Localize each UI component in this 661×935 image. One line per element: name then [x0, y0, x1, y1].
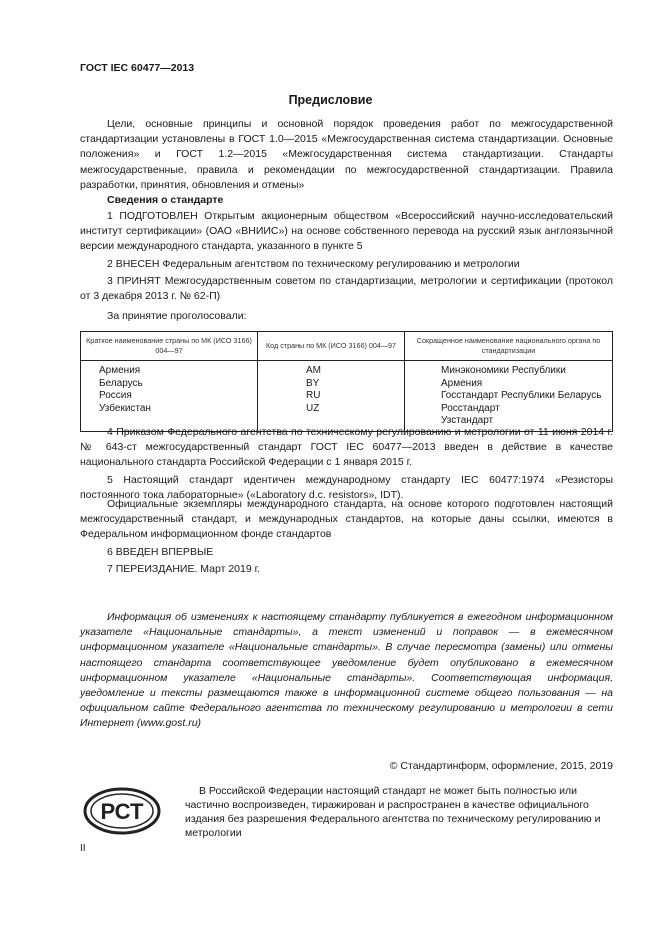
item-3: 3 ПРИНЯТ Межгосударственным советом по стандартизации, метрологии и сертификации (протокол от 3 декабря 2013 г. № 62-П) [80, 275, 613, 303]
item-5: 5 Настоящий стандарт идентичен международному стандарту IEC 60477:1974 «Резисторы постоянного тока лабораторные» («Laboratory d.c. resistors», IDT). [80, 474, 613, 502]
intro-paragraph: Цели, основные принципы и основной порядок проведения работ по межгосударственной стандартизации установлены в ГОСТ 1.0—2015 «Межгосударственная система стандартизации. Основные положения» и ГОСТ 1.2—2015 «Межгосударственная система стандартизации. Стандарты межгосударственные, правила и рекомендации по межгосударственной стандартизации. Правила разработки, принятия, обновления и отмены» [80, 118, 613, 191]
vote-table [80, 331, 613, 432]
vote-table-body-row [81, 361, 613, 432]
logo-text: РСТ [100, 799, 144, 824]
item-6: 6 ВВЕДЕН ВПЕРВЫЕ [107, 546, 214, 558]
rst-certification-mark-icon [82, 786, 162, 836]
vote-table-header-code: Код страны по МК (ИСО 3166) 004—97 [258, 332, 405, 361]
section-title: Сведения о стандарте [107, 194, 224, 206]
item-1: 1 ПОДГОТОВЛЕН Открытым акционерным обществом «Всероссийский научно-исследовательский институт сертификации» (ОАО «ВНИИС») на основе собственного перевода на русский язык англоязычной версии международного стандарта, указанного в пункте 5 [80, 210, 613, 253]
vote-table-header-row [81, 332, 613, 361]
reproduction-notice: В Российской Федерации настоящий стандарт не может быть полностью или частично воспроизведен, тиражирован и распространен в качестве официального издания без разрешения Федерального агентства по техническому регулированию и метрологии [185, 785, 601, 839]
item-4: 4 Приказом Федерального агентства по техническому регулированию и метрологии от 11 июня 2014 г. № 643-ст межгосударственный стандарт ГОСТ IEC 60477—2013 введен в действие в качестве национального стандарта Российской Федерации с 1 января 2015 г. [80, 426, 613, 469]
vote-table-countries: Армения Беларусь Россия Узбекистан [81, 361, 258, 432]
vote-table-codes: AM BY RU UZ [258, 361, 405, 432]
copyright-line: © Стандартинформ, оформление, 2015, 2019 [389, 760, 613, 772]
item-2: 2 ВНЕСЕН Федеральным агентством по техническому регулированию и метрологии [107, 258, 520, 270]
vote-table-bodies: Минэкономики Республики Армения Госстандарт Республики Беларусь Росстандарт Узстандарт [405, 361, 613, 432]
document-id-header: ГОСТ IEC 60477—2013 [80, 62, 195, 74]
info-note: Информация об изменениях к настоящему стандарту публикуется в ежегодном информационном указателе «Национальные стандарты», а текст изменений и поправок — в ежемесячном информационном указателе «Национальные стандарты». В случае пересмотра (замены) или отмены настоящего стандарта соответствующее уведомление будет опубликовано в ежемесячном информационном указателе «Национальные стандарты». Соответствующая информация, уведомление и тексты размещаются также в информационной системе общего пользования — на официальном сайте Федерального агентства по техническому регулированию и метрологии в сети Интернет (www.gost.ru) [80, 611, 613, 730]
page-number: II [80, 843, 86, 854]
vote-table-header-country: Краткое наименование страны по МК (ИСО 3166) 004—97 [81, 332, 258, 361]
page-title: Предисловие [288, 93, 373, 107]
vote-table-header-body: Сокращенное наименование национального органа по стандартизации [405, 332, 613, 361]
item-5-note: Официальные экземпляры международного стандарта, на основе которого подготовлен настоящий межгосударственный стандарт, и международных стандартов, на которые даны ссылки, имеются в Федеральном информационном фонде стандартов [80, 498, 613, 541]
vote-intro: За принятие проголосовали: [107, 310, 247, 322]
item-7: 7 ПЕРЕИЗДАНИЕ. Март 2019 г. [107, 563, 261, 575]
